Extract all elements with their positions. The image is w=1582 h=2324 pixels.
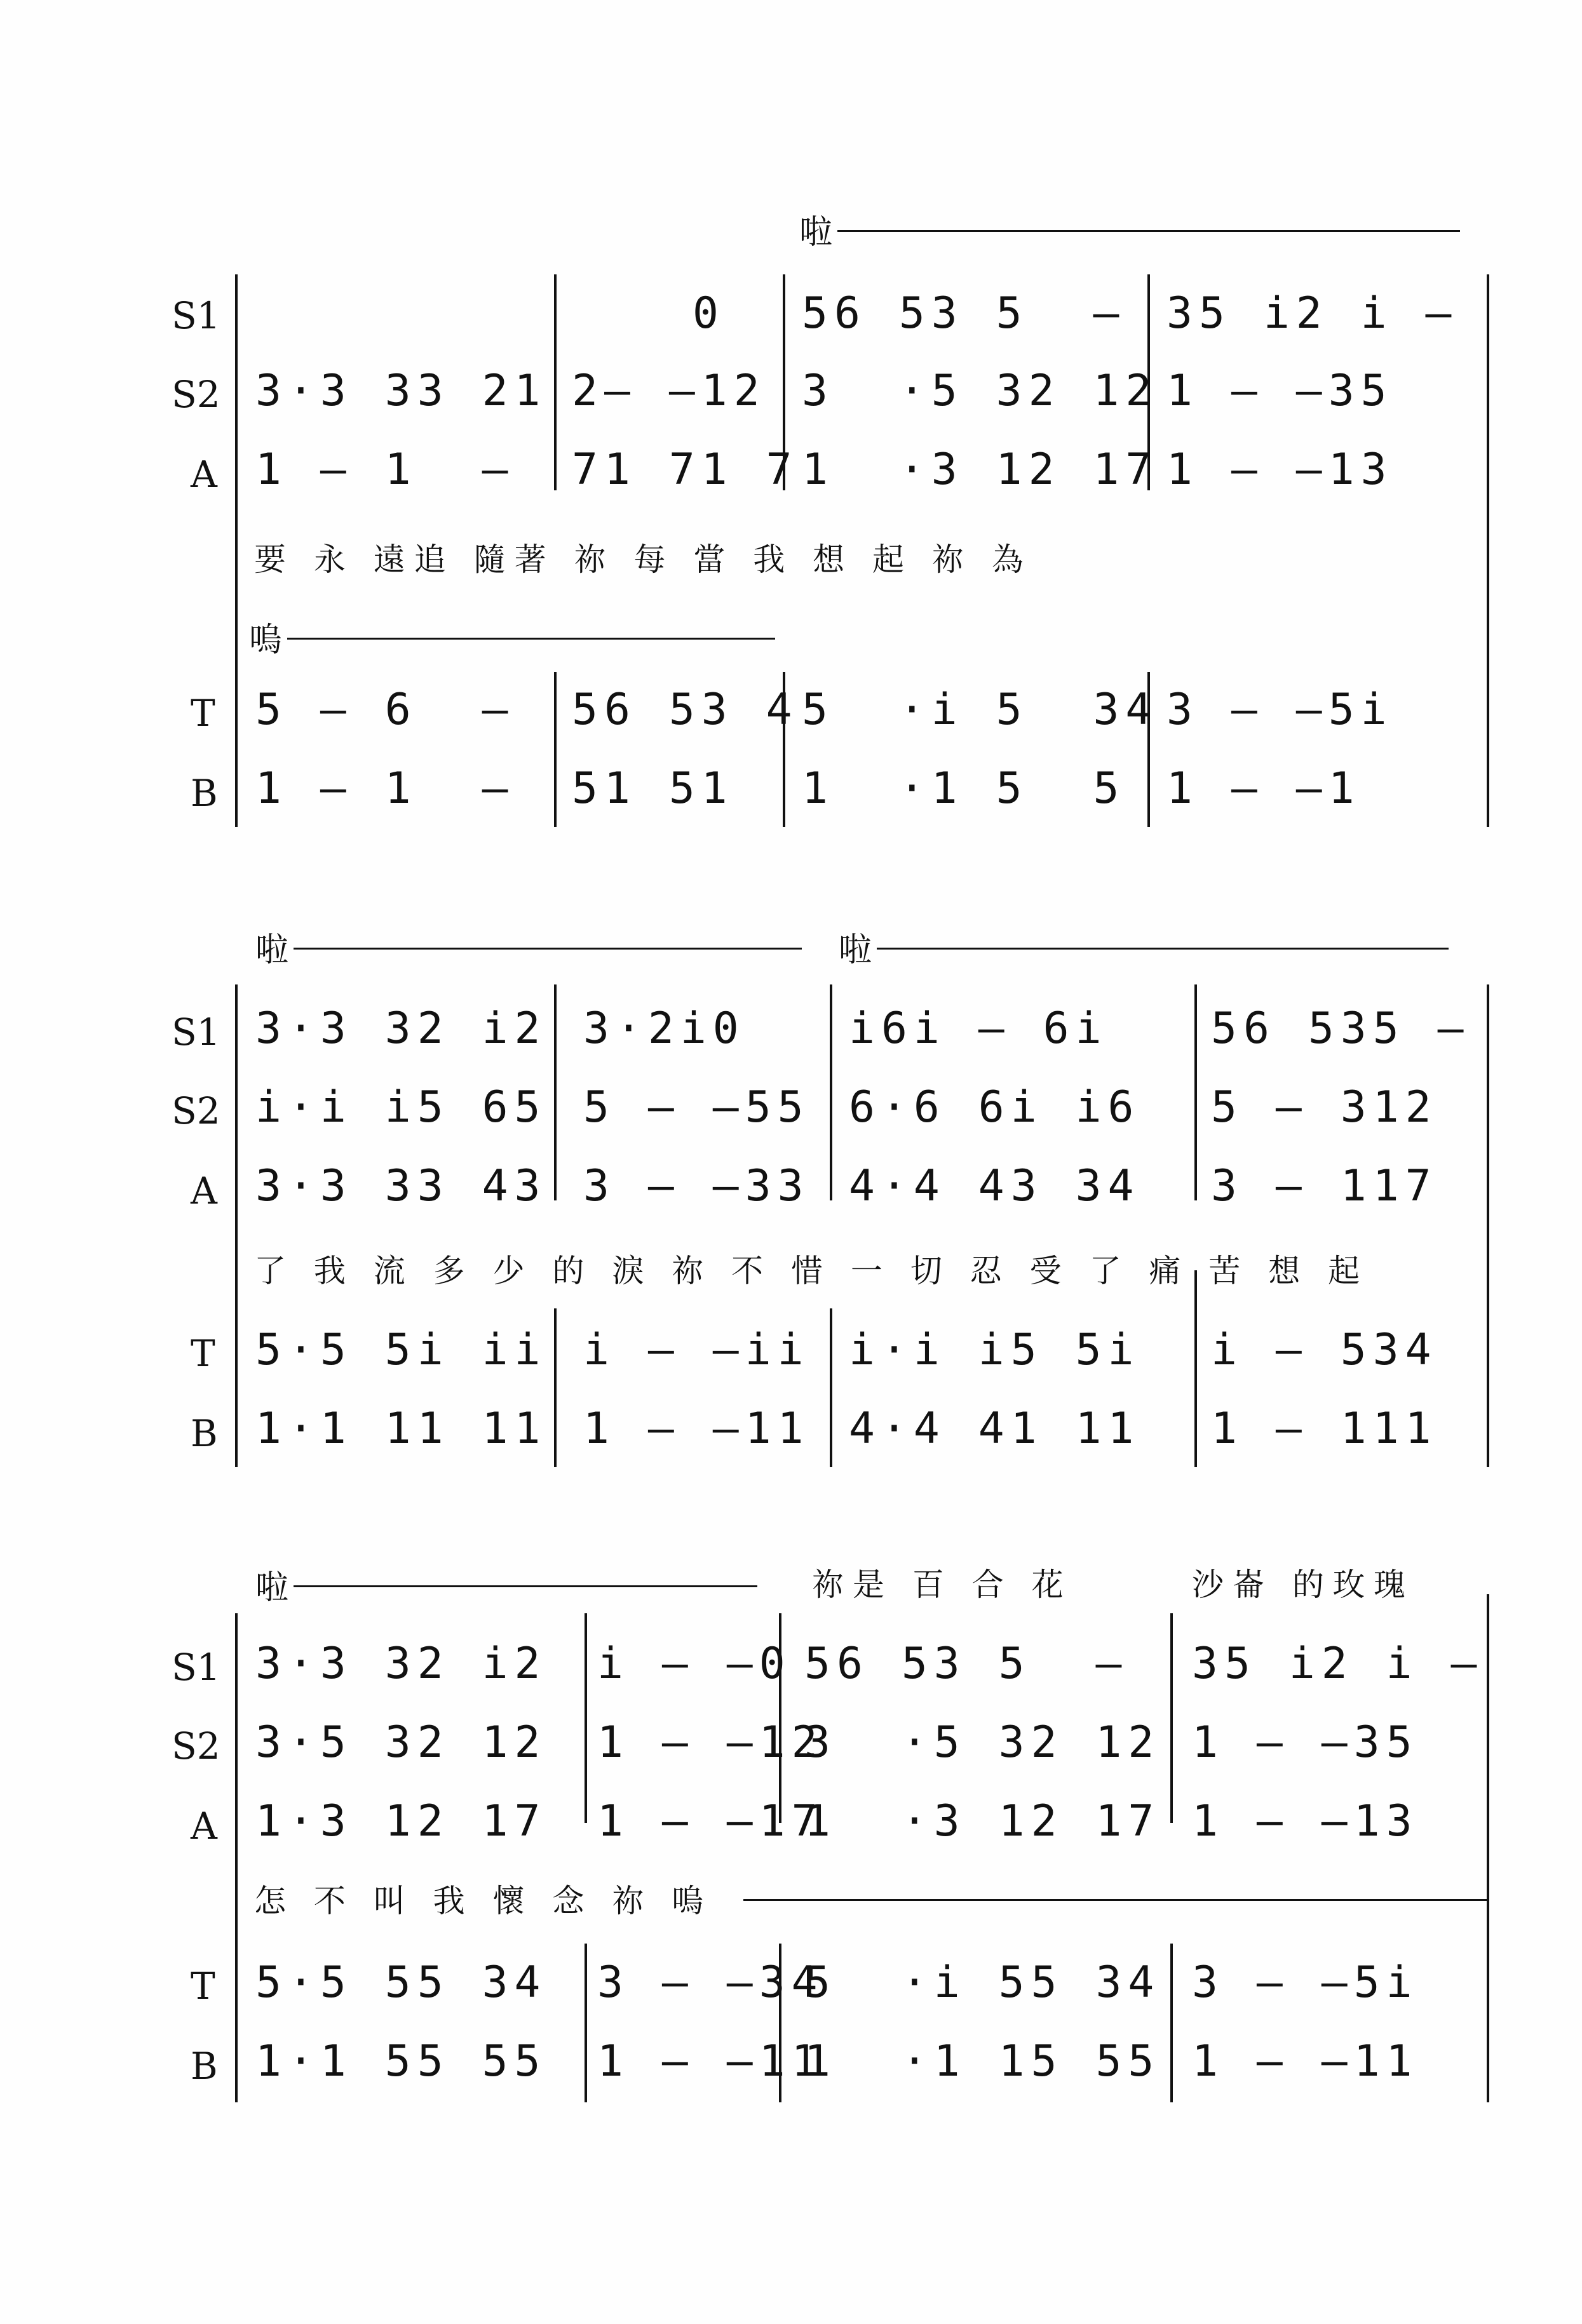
measure: 1 – –11 [1192,2036,1419,2086]
measure: 51 51 [572,763,734,814]
measure: 3·3 32 i2 [255,1639,547,1689]
measure: 4·4 43 34 [849,1161,1140,1211]
measure: 3 ·5 32 12 [802,366,1158,416]
barline [585,1613,587,1823]
measure: i6i – 6i [849,1004,1108,1054]
measure: 4·4 41 11 [849,1404,1140,1454]
la-label: 啦 [255,931,289,969]
barline [830,1308,832,1467]
measure: 1 ·1 5 5 [802,763,1126,814]
extension-line [294,1585,757,1587]
barline [1194,1270,1197,1467]
extension-line [877,948,1449,950]
barline [1170,1613,1173,1823]
measure: 3 – –34 [597,1958,824,2008]
measure: 5·5 5i ii [255,1325,547,1375]
voice-label-b: B [191,772,218,815]
measure: 0 [693,288,725,339]
lyric-above: 祢是 百 合 花 [812,1566,1072,1603]
voice-label-b: B [191,2045,218,2088]
measure: 3 – 117 [1211,1161,1438,1211]
measure: 1 – –13 [1192,1796,1419,1846]
measure: 1 – 1 – [255,763,515,814]
voice-label-s1: S1 [172,294,220,337]
wu-label: 嗚 [249,621,283,659]
measure: i – –ii [583,1325,810,1375]
measure: 5 ·i 5 34 [802,685,1158,735]
measure: 3·3 33 43 [255,1161,547,1211]
measure: 3·2i0 [583,1004,745,1054]
barline [1487,274,1489,827]
measure: 1 – –35 [1192,1717,1419,1768]
lyric-above: 沙崙 的玫瑰 [1192,1566,1414,1603]
extension-line [287,638,775,640]
measure: 56 535 – [1211,1004,1470,1054]
voice-label-a: A [191,1169,217,1212]
voice-label-a: A [191,453,217,496]
measure: 1 – 1 – [255,445,515,495]
barline [554,1308,557,1467]
system-bracket [235,1613,238,2102]
voice-label-s2: S2 [172,373,220,416]
lyrics: 要 永 遠追 隨著 祢 每 當 我 想 起 祢 為 [254,541,1032,578]
measure: 3·3 33 21 [255,366,547,416]
barline [554,672,557,827]
measure: 1 – –1 [1166,763,1361,814]
measure: 35 i2 i – [1166,288,1458,339]
measure: 3·3 32 i2 [255,1004,547,1054]
measure: 3 – –33 [583,1161,810,1211]
measure: 1 ·1 15 55 [804,2036,1161,2086]
measure: 3 ·5 32 12 [804,1717,1161,1768]
voice-label-a: A [191,1804,217,1848]
measure: 5·5 55 34 [255,1958,547,2008]
measure: i – 534 [1211,1325,1438,1375]
measure: 2– –12 [572,366,766,416]
measure: 1·3 12 17 [255,1796,547,1846]
extension-line [743,1899,1487,1901]
barline [1170,1944,1173,2102]
lyrics: 了 我 流 多 少 的 淚 祢 不 惜 一 切 忍 受 了 痛 苦 想 起 [254,1253,1369,1289]
lyrics: 怎 不 叫 我 懷 念 祢 嗚 [254,1883,713,1919]
measure: 3 – –5i [1192,1958,1419,2008]
voice-label-b: B [191,1412,218,1455]
measure: i – –0 [597,1639,792,1689]
barline [554,274,557,490]
la-label: 啦 [799,213,833,252]
measure: 1 – –11 [597,2036,824,2086]
measure: 1 – –11 [583,1404,810,1454]
measure: i·i i5 65 [255,1082,547,1132]
measure: 5 – –55 [583,1082,810,1132]
measure: 5 – 6 – [255,685,515,735]
measure: 1 – –17 [597,1796,824,1846]
measure: 5 ·i 55 34 [804,1958,1161,2008]
measure: 56 53 5 – [804,1639,1128,1689]
voice-label-s2: S2 [172,1724,220,1768]
measure: 71 71 7 [572,445,799,495]
system-bracket [235,984,238,1467]
extension-line [294,948,802,950]
measure: 5 – 312 [1211,1082,1438,1132]
la-label: 啦 [255,1569,289,1607]
measure: 6·6 6i i6 [849,1082,1140,1132]
measure: 1·1 55 55 [255,2036,547,2086]
measure: 3·5 32 12 [255,1717,547,1768]
measure: 35 i2 i – [1192,1639,1484,1689]
barline [1487,984,1489,1467]
measure: 1·1 11 11 [255,1404,547,1454]
voice-label-s2: S2 [172,1089,220,1132]
voice-label-t: T [191,692,215,735]
measure: 56 53 5 – [802,288,1126,339]
system-bracket [235,274,238,827]
measure: 1 – 111 [1211,1404,1438,1454]
voice-label-t: T [191,1965,215,2008]
measure: 1 – –35 [1166,366,1393,416]
barline [554,984,557,1200]
measure: i·i i5 5i [849,1325,1140,1375]
barline [1487,1594,1489,2102]
barline [830,984,832,1200]
measure: 1 ·3 12 17 [802,445,1158,495]
extension-line [837,230,1460,232]
voice-label-s1: S1 [172,1011,220,1054]
voice-label-s1: S1 [172,1646,220,1689]
measure: 56 53 4 [572,685,799,735]
measure: 1 – –12 [597,1717,824,1768]
measure: 3 – –5i [1166,685,1393,735]
barline [1194,984,1197,1200]
voice-label-t: T [191,1332,215,1375]
measure: 1 – –13 [1166,445,1393,495]
measure: 1 ·3 12 17 [804,1796,1161,1846]
barline [585,1944,587,2102]
la-label: 啦 [839,931,872,969]
